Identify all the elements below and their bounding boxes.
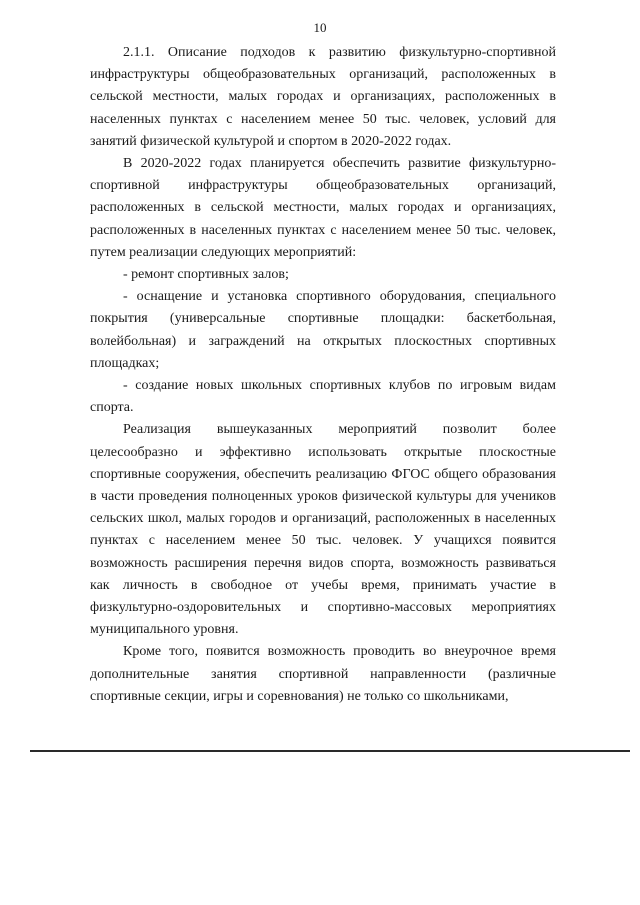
additional-paragraph: Кроме того, появится возможность проводить во внеурочное время дополнительные занятия спортивной направленности (различные спортивные секции, игры и соревнования) не только со школьниками, [90,644,556,704]
section-heading-paragraph: 2.1.1. Описание подходов к развитию физкультурно-спортивной инфраструктуры общеобразовательных организаций, расположенных в сельской местности, малых городах и организациях, расположенных в населенных пунктах с населением менее 50 тыс. человек, условий для занятий физической культурой и спортом в 2020-2022 годах. [90,45,556,149]
document-body [90,42,556,708]
list-item-equipment: - оснащение и установка спортивного оборудования, специального покрытия (универсальные спортивные площадки: баскетбольная, волейбольная) и заграждений на открытых плоскостных спортивных площадках; [90,289,556,371]
page-number: 10 [313,20,327,35]
list-item-sports-clubs: - создание новых школьных спортивных клубов по игровым видам спорта. [90,378,556,416]
page-bottom-rule [30,750,630,752]
list-item-gym-repair: - ремонт спортивных залов; [123,267,289,283]
intro-paragraph: В 2020-2022 годах планируется обеспечить развитие физкультурно-спортивной инфраструктуры общеобразовательных организаций, расположенных в сельской местности, малых городах и организациях, расположенных в населенных пунктах с населением менее 50 тыс. человек, путем реализации следующих мероприятий: [90,156,556,260]
outcome-paragraph: Реализация вышеуказанных мероприятий позволит более целесообразно и эффективно использовать открытые плоскостные спортивные сооружения, обеспечить реализацию ФГОС общего образования в части проведения полноценных уроков физической культуры для учеников сельских школ, малых городов и организаций, расположенных в населенных пунктах с населением менее 50 тыс. человек. У учащихся появится возможность расширения перечня видов спорта, возможность развиваться как личность в свободное от учебы время, принимать участие в физкультурно-оздоровительных и спортивно-массовых мероприятиях муниципального уровня. [90,422,556,638]
